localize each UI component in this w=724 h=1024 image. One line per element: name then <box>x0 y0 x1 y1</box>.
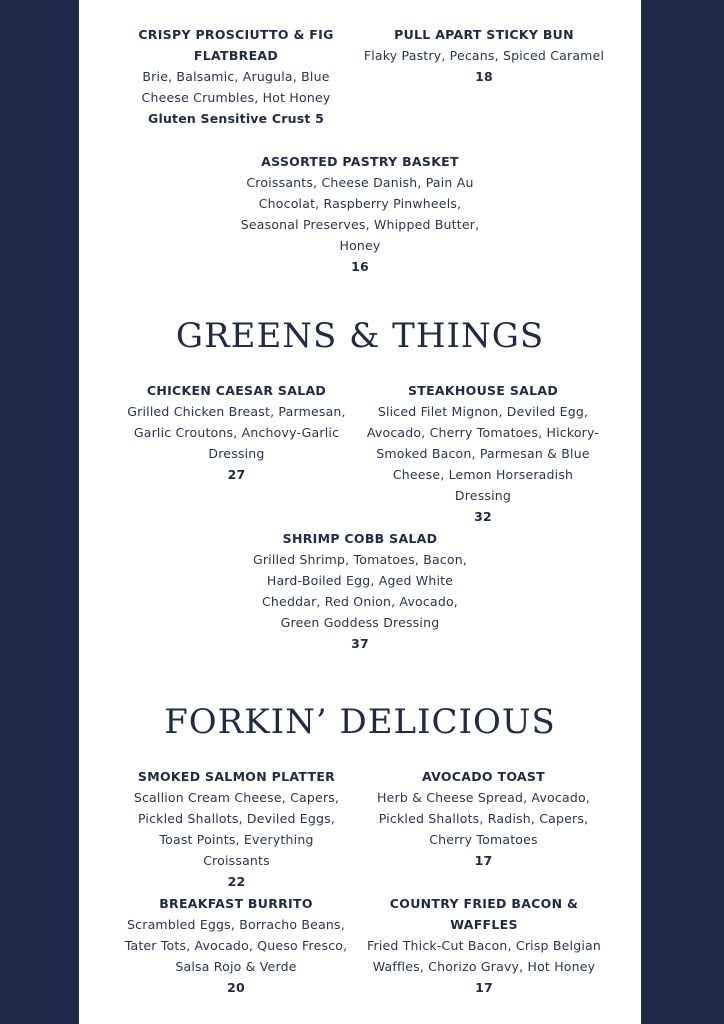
item-description: Flaky Pastry, Pecans, Spiced Caramel <box>363 48 605 63</box>
item-price: 32 <box>474 509 492 524</box>
item-name: AVOCADO TOAST <box>421 769 546 784</box>
item-price: 16 <box>351 259 369 274</box>
menu-page <box>79 0 641 1024</box>
item-price: 20 <box>227 980 245 995</box>
menu-item-breakfast-burrito <box>121 893 351 998</box>
menu-item-salmon-platter <box>124 766 349 892</box>
item-description: Scallion Cream Cheese, Capers, Pickled Shallots, Deviled Eggs, Toast Points, Everything Croissants <box>133 790 340 868</box>
item-price: 37 <box>351 636 369 651</box>
menu-item-bacon-waffles <box>359 893 609 998</box>
item-description: Herb & Cheese Spread, Avocado, Pickled Shallots, Radish, Capers, Cherry Tomatoes <box>377 790 590 847</box>
item-name: COUNTRY FRIED BACON & WAFFLES <box>389 896 579 932</box>
item-name: CRISPY PROSCIUTTO & FIG FLATBREAD <box>138 27 334 63</box>
item-description: Grilled Shrimp, Tomatoes, Bacon, Hard-Boiled Egg, Aged White Cheddar, Red Onion, Avocado, Green Goddess Dressing <box>252 552 468 630</box>
menu-item-avocado-toast <box>371 766 596 871</box>
item-name: SMOKED SALMON PLATTER <box>137 769 336 784</box>
menu-item-sticky-bun <box>359 24 609 87</box>
item-description: Sliced Filet Mignon, Deviled Egg, Avocado, Cherry Tomatoes, Hickory-Smoked Bacon, Parmesan & Blue Cheese, Lemon Horseradish Dressing <box>366 404 600 503</box>
item-description: Fried Thick-Cut Bacon, Crisp Belgian Waffles, Chorizo Gravy, Hot Honey <box>367 938 601 974</box>
menu-item-steakhouse-salad <box>363 380 603 527</box>
item-description: Grilled Chicken Breast, Parmesan, Garlic Croutons, Anchovy-Garlic Dressing <box>127 404 346 461</box>
item-name: CHICKEN CAESAR SALAD <box>146 383 327 398</box>
item-name: BREAKFAST BURRITO <box>159 896 313 911</box>
item-name: ASSORTED PASTRY BASKET <box>261 154 459 169</box>
menu-item-flatbread <box>117 24 355 129</box>
menu-item-shrimp-cobb <box>245 528 475 654</box>
item-name: PULL APART STICKY BUN <box>394 27 574 42</box>
item-price: 17 <box>475 980 493 995</box>
item-note: Gluten Sensitive Crust 5 <box>148 111 324 126</box>
section-title-forkin: FORKIN’ DELICIOUS <box>164 702 556 742</box>
item-name: STEAKHOUSE SALAD <box>407 383 559 398</box>
item-description: Brie, Balsamic, Arugula, Blue Cheese Crumbles, Hot Honey <box>141 69 331 105</box>
menu-item-caesar-salad <box>124 380 349 485</box>
section-title-greens: GREENS & THINGS <box>175 316 545 356</box>
item-name: SHRIMP COBB SALAD <box>282 531 438 546</box>
item-price: 18 <box>475 69 493 84</box>
item-description: Scrambled Eggs, Borracho Beans, Tater Tots, Avocado, Queso Fresco, Salsa Rojo & Verde <box>124 917 348 974</box>
item-description: Croissants, Cheese Danish, Pain Au Chocolat, Raspberry Pinwheels, Seasonal Preserves, Whipped Butter, Honey <box>240 175 480 253</box>
menu-item-pastry-basket <box>240 151 480 277</box>
item-price: 17 <box>474 853 493 868</box>
item-price: 27 <box>227 467 246 482</box>
item-price: 22 <box>227 874 246 889</box>
